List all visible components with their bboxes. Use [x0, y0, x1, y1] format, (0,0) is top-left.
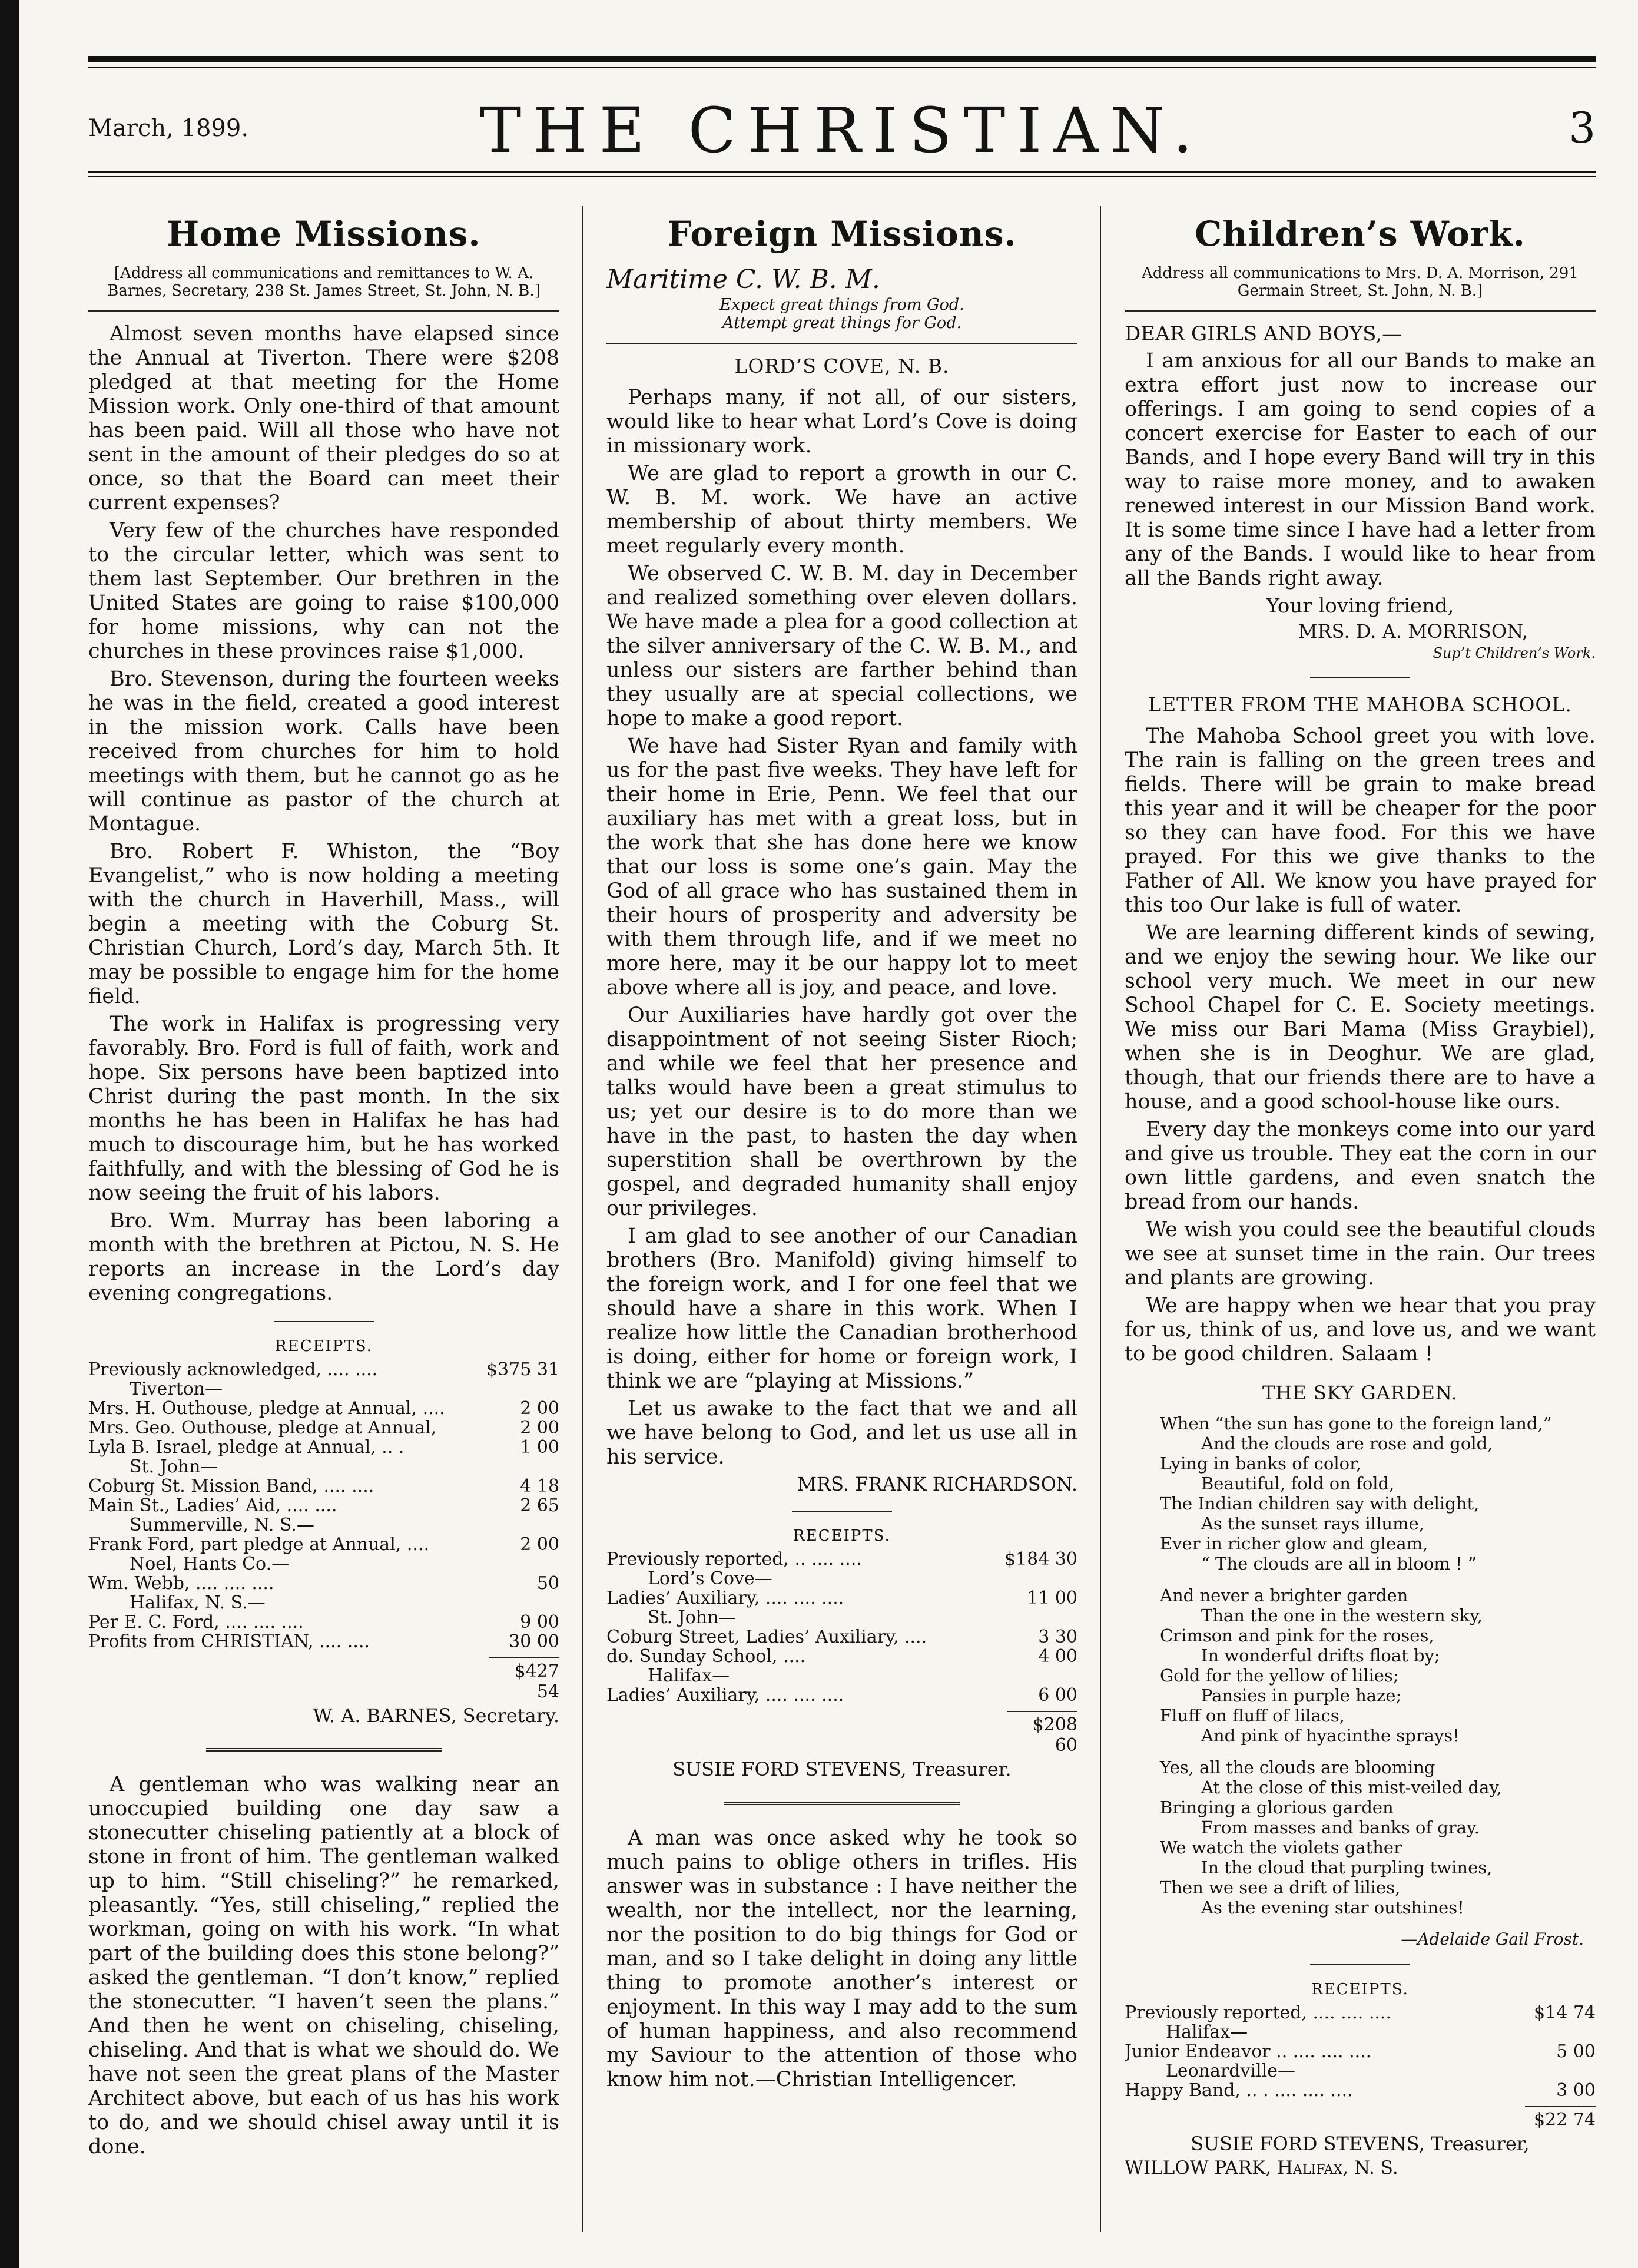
poem-line: Lying in banks of color, [1160, 1453, 1361, 1474]
receipt-row [88, 1418, 559, 1438]
poem-stanza [1160, 1413, 1596, 1574]
home-missions-column [88, 209, 559, 2235]
poem-line: In the cloud that purpling twines, [1201, 1858, 1493, 1878]
receipt-label: Previously acknowledged, .... .... [88, 1359, 378, 1380]
receipt-row [606, 1627, 1077, 1647]
receipt-label: Mrs. Geo. Outhouse, pledge at Annual, [88, 1418, 437, 1438]
receipt-amount: 1 00 [520, 1437, 559, 1458]
issue-date: March, 1899. [88, 115, 249, 142]
poem-line: Gold for the yellow of lilies; [1160, 1666, 1399, 1686]
poem-line: As the evening star outshines! [1201, 1898, 1464, 1918]
poem-line: In wonderful drifts float by; [1201, 1645, 1440, 1666]
poem-stanza [1160, 1585, 1596, 1746]
section-heading: Home Missions. [167, 214, 481, 254]
receipt-row [88, 1399, 559, 1418]
receipt-amount: 2 00 [520, 1398, 559, 1419]
address-note: Address all communications to Mrs. D. A. Morrison, 291 Germain Street, St. John, N. B.] [1142, 264, 1579, 300]
poem-line: Pansies in purple haze; [1201, 1686, 1402, 1706]
receipt-location: Halifax— [1166, 2022, 1248, 2042]
motto-line: Expect great things from God. [719, 296, 964, 314]
greeting: DEAR GIRLS AND BOYS,— [1125, 322, 1402, 346]
page-number: 3 [1569, 103, 1596, 153]
receipt-amount: 4 00 [1038, 1646, 1077, 1667]
poem-line: Crimson and pink for the roses, [1160, 1625, 1434, 1645]
poem-line: From masses and banks of gray. [1201, 1817, 1480, 1837]
paragraph: We have had Sister Ryan and family with us for the past five weeks. They have left for their home in Erie, Penn. We feel that our auxiliary has met with a great loss, but in the work that she has done here we know that our loss is some one’s gain. May the God of all grace who has sustained them in their hours of prosperity and adversity be with them through life, and if we meet no more here, may it be our happy lot to meet above where all is joy, and peace, and love. [606, 734, 1077, 999]
divider [792, 1511, 892, 1512]
receipt-row [1125, 2042, 1596, 2061]
poem-title: THE SKY GARDEN. [1262, 1382, 1458, 1404]
receipt-label: Lyla B. Israel, pledge at Annual, .. . [88, 1437, 404, 1458]
receipt-label: do. Sunday School, .... [606, 1646, 806, 1667]
dateline: LORD’S COVE, N. B. [734, 355, 950, 378]
column-divider [1100, 206, 1101, 2232]
top-rule [88, 56, 1596, 62]
receipt-row [88, 1496, 559, 1515]
poem-line: Beautiful, fold on fold, [1201, 1474, 1395, 1494]
receipts-total: $22 74 [1525, 2106, 1596, 2130]
receipt-row [88, 1613, 559, 1632]
story-paragraph: A gentleman who was walking near an unoccupied building one day saw a stonecutter chiseling patiently at a block of stone in front of him. The gentleman walked up to him. “Still chiseling?” he remarked, pleasantly. “Yes, still chiseling,” replied the workman, going on with his work. “In what part of the building does this stone belong?” asked the gentleman. “I don’t know,” replied the stonecutter. “I haven’t seen the plans.” And then he went on chiseling, chiseling, chiseling. And that is what we should do. We have not seen the great plans of the Master Architect above, but each of us has his work to do, and we should chisel away until it is done. [88, 1773, 559, 2158]
receipt-label: Frank Ford, part pledge at Annual, .... [88, 1534, 430, 1555]
childrens-work-column [1125, 209, 1596, 2235]
paragraph: Bro. Stevenson, during the fourteen weeks he was in the field, created a good interest in the mission work. Calls have been received from churches for him to hold meetings with them, but he cannot go as he will continue as pastor of the church at Montague. [88, 667, 559, 836]
divider [606, 343, 1077, 344]
paragraph: The Mahoba School greet you with love. The rain is falling on the green trees and fields. There will be grain to make bread this year and it will be cheaper for the poor so they can have food. For this we have prayed. For this we give thanks to the Father of All. We know you have prayed for this too Our lake is full of water. [1125, 724, 1596, 917]
divider [1125, 310, 1596, 312]
receipt-amount: $184 30 [1004, 1549, 1077, 1570]
poem-line: We watch the violets gather [1160, 1837, 1402, 1858]
paragraph: Bro. Wm. Murray has been laboring a month with the brethren at Pictou, N. S. He reports an increase in the Lord’s day evening congregations. [88, 1209, 559, 1305]
receipt-location: Halifax— [648, 1666, 730, 1686]
poem-line: And pink of hyacinthe sprays! [1201, 1726, 1460, 1746]
receipt-amount: 6 00 [1038, 1685, 1077, 1706]
receipt-row [606, 1588, 1077, 1608]
receipt-amount: $14 74 [1534, 2002, 1596, 2023]
receipt-label: Coburg St. Mission Band, .... .... [88, 1476, 374, 1496]
section-heading: Children’s Work. [1195, 214, 1526, 254]
paragraph: We are glad to report a growth in our C. W. B. M. work. We have an active membership of about thirty members. We meet regularly every month. [606, 462, 1077, 558]
header-rule [88, 171, 1596, 173]
receipts-list [606, 1549, 1077, 1705]
poem-line: When “the sun has gone to the foreign land,” [1160, 1413, 1552, 1433]
receipt-location: Noel, Hants Co.— [130, 1554, 290, 1574]
paragraph: Every day the monkeys come into our yard and give us trouble. They eat the corn in our own little gardens, and even snatch the bread from our hands. [1125, 1118, 1596, 1214]
receipt-amount: 30 00 [509, 1631, 559, 1652]
paragraph: We observed C. W. B. M. day in December and realized something over eleven dollars. We have made a plea for a good collection at the silver anniversary of the C. W. B. M., and unless our sisters are farther behind than they usually are at special collections, we hope to make a good report. [606, 562, 1077, 730]
treasurer-address: WILLOW PARK, Halifax, N. S. [1125, 2157, 1398, 2178]
paragraph: The work in Halifax is progressing very favorably. Bro. Ford is full of faith, work and hope. Six persons have been baptized into Christ during the past month. In the six months he has been in Halifax he has had much to discourage him, but he has worked faithfully, and with the blessing of God he is now seeing the fruit of his labors. [88, 1012, 559, 1205]
poem-line: Yes, all the clouds are blooming [1160, 1757, 1435, 1777]
receipt-label: Ladies’ Auxiliary, .... .... .... [606, 1685, 844, 1706]
top-rule-thin [88, 67, 1596, 68]
receipt-row [88, 1535, 559, 1554]
paragraph: We are happy when we hear that you pray for us, think of us, and love us, and we want to be good children. Salaam ! [1125, 1294, 1596, 1366]
foreign-missions-column [606, 209, 1077, 2235]
receipt-amount: 2 00 [520, 1418, 559, 1438]
receipts-title: RECEIPTS. [793, 1527, 891, 1545]
receipt-label: Ladies’ Auxiliary, .... .... .... [606, 1588, 844, 1608]
poem-line: Then we see a drift of lilies, [1160, 1878, 1401, 1898]
organization-name: Maritime C. W. B. M. [606, 264, 880, 294]
poem-line: The Indian children say with delight, [1160, 1494, 1480, 1514]
divider [88, 310, 559, 312]
divider [274, 1321, 374, 1322]
poem-line: And the clouds are rose and gold, [1201, 1433, 1493, 1453]
masthead-title: THE CHRISTIAN. [479, 94, 1205, 167]
receipt-location: Lord’s Cove— [648, 1568, 772, 1589]
receipt-label: Wm. Webb, .... .... .... [88, 1573, 274, 1594]
receipt-amount: $375 31 [486, 1359, 559, 1380]
receipts-total: $208 60 [1007, 1711, 1077, 1756]
poem-line: Ever in richer glow and gleam, [1160, 1534, 1428, 1554]
motto-line: Attempt great things for God. [722, 314, 962, 332]
poem-line: Bringing a glorious garden [1160, 1797, 1394, 1817]
signature: MRS. FRANK RICHARDSON. [797, 1473, 1077, 1495]
receipts-title: RECEIPTS. [275, 1337, 373, 1355]
receipt-label: Happy Band, .. . .... .... .... [1125, 2080, 1353, 2101]
receipt-label: Junior Endeavor .. .... .... .... [1125, 2041, 1372, 2062]
receipt-label: Main St., Ladies’ Aid, .... .... [88, 1495, 337, 1516]
receipt-row [606, 1647, 1077, 1666]
receipts-list [88, 1360, 559, 1651]
paragraph: I am glad to see another of our Canadian brothers (Bro. Manifold) giving himself to the foreign work, and I for one feel that we should have a share in this work. When I realize how little the Canadian brotherhood is doing, either for home or foreign work, I think we are “playing at Missions.” [606, 1224, 1077, 1393]
receipt-amount: 11 00 [1027, 1588, 1077, 1608]
receipt-location: Leonardville— [1166, 2061, 1295, 2081]
divider [1310, 677, 1410, 678]
signature-title: Sup’t Children’s Work. [1433, 645, 1596, 661]
receipt-row [606, 1686, 1077, 1705]
receipt-row [1125, 2003, 1596, 2022]
receipt-location: Tiverton— [130, 1379, 223, 1399]
receipt-location: Summerville, N. S.— [130, 1515, 314, 1535]
story-paragraph: A man was once asked why he took so much pains to oblige others in trifles. His answer was in substance : I have neither the wealth, nor the intellect, nor the learning, nor the position to do big things for God or man, and so I take delight in doing any little thing to promote another’s interest or enjoyment. In this way I may add to the sum of human happiness, and also recommend my Saviour to the attention of those who know him not.—Christian Intelligencer. [606, 1826, 1077, 2091]
treasurer-signature: SUSIE FORD STEVENS, Treasurer. [672, 1758, 1012, 1780]
signature: W. A. BARNES, Secretary. [313, 1704, 559, 1727]
binding-edge [0, 0, 19, 2268]
divider [1310, 1964, 1410, 1965]
column-divider [582, 206, 583, 2232]
signature: MRS. D. A. MORRISON, [1298, 620, 1528, 643]
paragraph: Let us awake to the fact that we and all we have belong to God, and let us use all in his service. [606, 1397, 1077, 1469]
page-header [88, 82, 1596, 167]
newspaper-page [88, 56, 1596, 2235]
poem [1160, 1413, 1596, 1918]
paragraph: I am anxious for all our Bands to make an extra effort just now to increase our offerings. I am going to send copies of a concert exercise for Easter to each of our Bands, and I hope every Band will try in this way to raise more money, and to awaken renewed interest in our Mission Band work. It is some time since I have had a letter from any of the Bands. I would like to hear from all the Bands right away. [1125, 349, 1596, 590]
receipt-row [88, 1632, 559, 1651]
poem-line: At the close of this mist-veiled day, [1201, 1777, 1503, 1797]
receipt-label: Coburg Street, Ladies’ Auxiliary, .... [606, 1627, 927, 1647]
receipt-label: Previously reported, .. .... .... [606, 1549, 862, 1570]
receipt-amount: 3 00 [1556, 2080, 1596, 2101]
receipt-row [88, 1360, 559, 1379]
paragraph: Perhaps many, if not all, of our sisters, would like to hear what Lord’s Cove is doing in missionary work. [606, 386, 1077, 458]
paragraph: We are learning different kinds of sewing, and we enjoy the sewing hour. We like our school very much. We meet in our new School Chapel for C. E. Society meetings. We miss our Bari Mama (Miss Graybiel), when she is in Deoghur. We are glad, though, that our friends there are to have a house, and a good school-house like ours. [1125, 921, 1596, 1114]
poem-line: “ The clouds are all in bloom ! ” [1201, 1554, 1477, 1574]
receipt-amount: 3 30 [1038, 1627, 1077, 1647]
receipt-row [88, 1476, 559, 1496]
receipt-label: Per E. C. Ford, .... .... .... [88, 1612, 304, 1633]
paragraph: Bro. Robert F. Whiston, the “Boy Evangelist,” who is now holding a meeting with the church in Haverhill, Mass., will begin a meeting with the Coburg St. Christian Church, Lord’s day, March 5th. It may be possible to engage him for the home field. [88, 840, 559, 1008]
poem-author: —Adelaide Gail Frost. [1401, 1929, 1584, 1949]
poem-line: As the sunset rays illume, [1201, 1514, 1424, 1534]
letter-heading: LETTER FROM THE MAHOBA SCHOOL. [1148, 693, 1572, 716]
divider [206, 1748, 442, 1752]
receipt-amount: 4 18 [520, 1476, 559, 1496]
poem-line: And never a brighter garden [1160, 1585, 1408, 1605]
receipt-label: Mrs. H. Outhouse, pledge at Annual, .... [88, 1398, 445, 1419]
receipt-row [1125, 2081, 1596, 2100]
address-note: [Address all communications and remittances to W. A. Barnes, Secretary, 238 St. James Street, St. John, N. B.] [107, 264, 541, 300]
receipt-label: Profits from CHRISTIAN, .... .... [88, 1631, 370, 1652]
poem-stanza [1160, 1757, 1596, 1918]
receipt-amount: 2 00 [520, 1534, 559, 1555]
treasurer-signature: SUSIE FORD STEVENS, Treasurer, [1191, 2133, 1530, 2155]
receipt-row [606, 1549, 1077, 1569]
poem-line: Than the one in the western sky, [1201, 1605, 1483, 1625]
paragraph: We wish you could see the beautiful clouds we see at sunset time in the rain. Our trees and plants are growing. [1125, 1218, 1596, 1290]
paragraph: Our Auxiliaries have hardly got over the disappointment of not seeing Sister Rioch; and while we feel that her presence and talks would have been a great stimulus to us; yet our desire is to do more than we have in the past, to hasten the day when superstition shall be overthrown by the gospel, and degraded humanity shall enjoy our privileges. [606, 1004, 1077, 1220]
section-heading: Foreign Missions. [667, 214, 1017, 254]
poem-line: Fluff on fluff of lilacs, [1160, 1706, 1345, 1726]
receipt-row [88, 1574, 559, 1593]
receipt-amount: 5 00 [1556, 2041, 1596, 2062]
paragraph: Very few of the churches have responded to the circular letter, which was sent to them last September. Our brethren in the United States are going to raise $100,000 for home missions, why can not the churches in these provinces raise $1,000. [88, 519, 559, 663]
receipt-amount: 50 [536, 1573, 559, 1594]
receipts-list [1125, 2003, 1596, 2100]
receipts-title: RECEIPTS. [1311, 1981, 1409, 1998]
paragraph: Almost seven months have elapsed since the Annual at Tiverton. There were $208 pledged at that meeting for the Home Mission work. Only one-third of that amount has been paid. Will all those who have not sent in the amount of their pledges do so at once, so that the Board can meet their current expenses? [88, 322, 559, 515]
receipt-amount: 9 00 [520, 1612, 559, 1633]
receipt-location: St. John— [130, 1456, 218, 1477]
receipt-location: St. John— [648, 1607, 737, 1628]
divider [724, 1802, 960, 1805]
receipt-row [88, 1438, 559, 1457]
header-rule-thin [88, 176, 1596, 177]
receipt-amount: 2 65 [520, 1495, 559, 1516]
receipt-location: Halifax, N. S.— [130, 1592, 266, 1613]
receipt-label: Previously reported, .... .... .... [1125, 2002, 1391, 2023]
receipts-total: $427 54 [489, 1657, 559, 1702]
closing: Your loving friend, [1266, 594, 1454, 618]
